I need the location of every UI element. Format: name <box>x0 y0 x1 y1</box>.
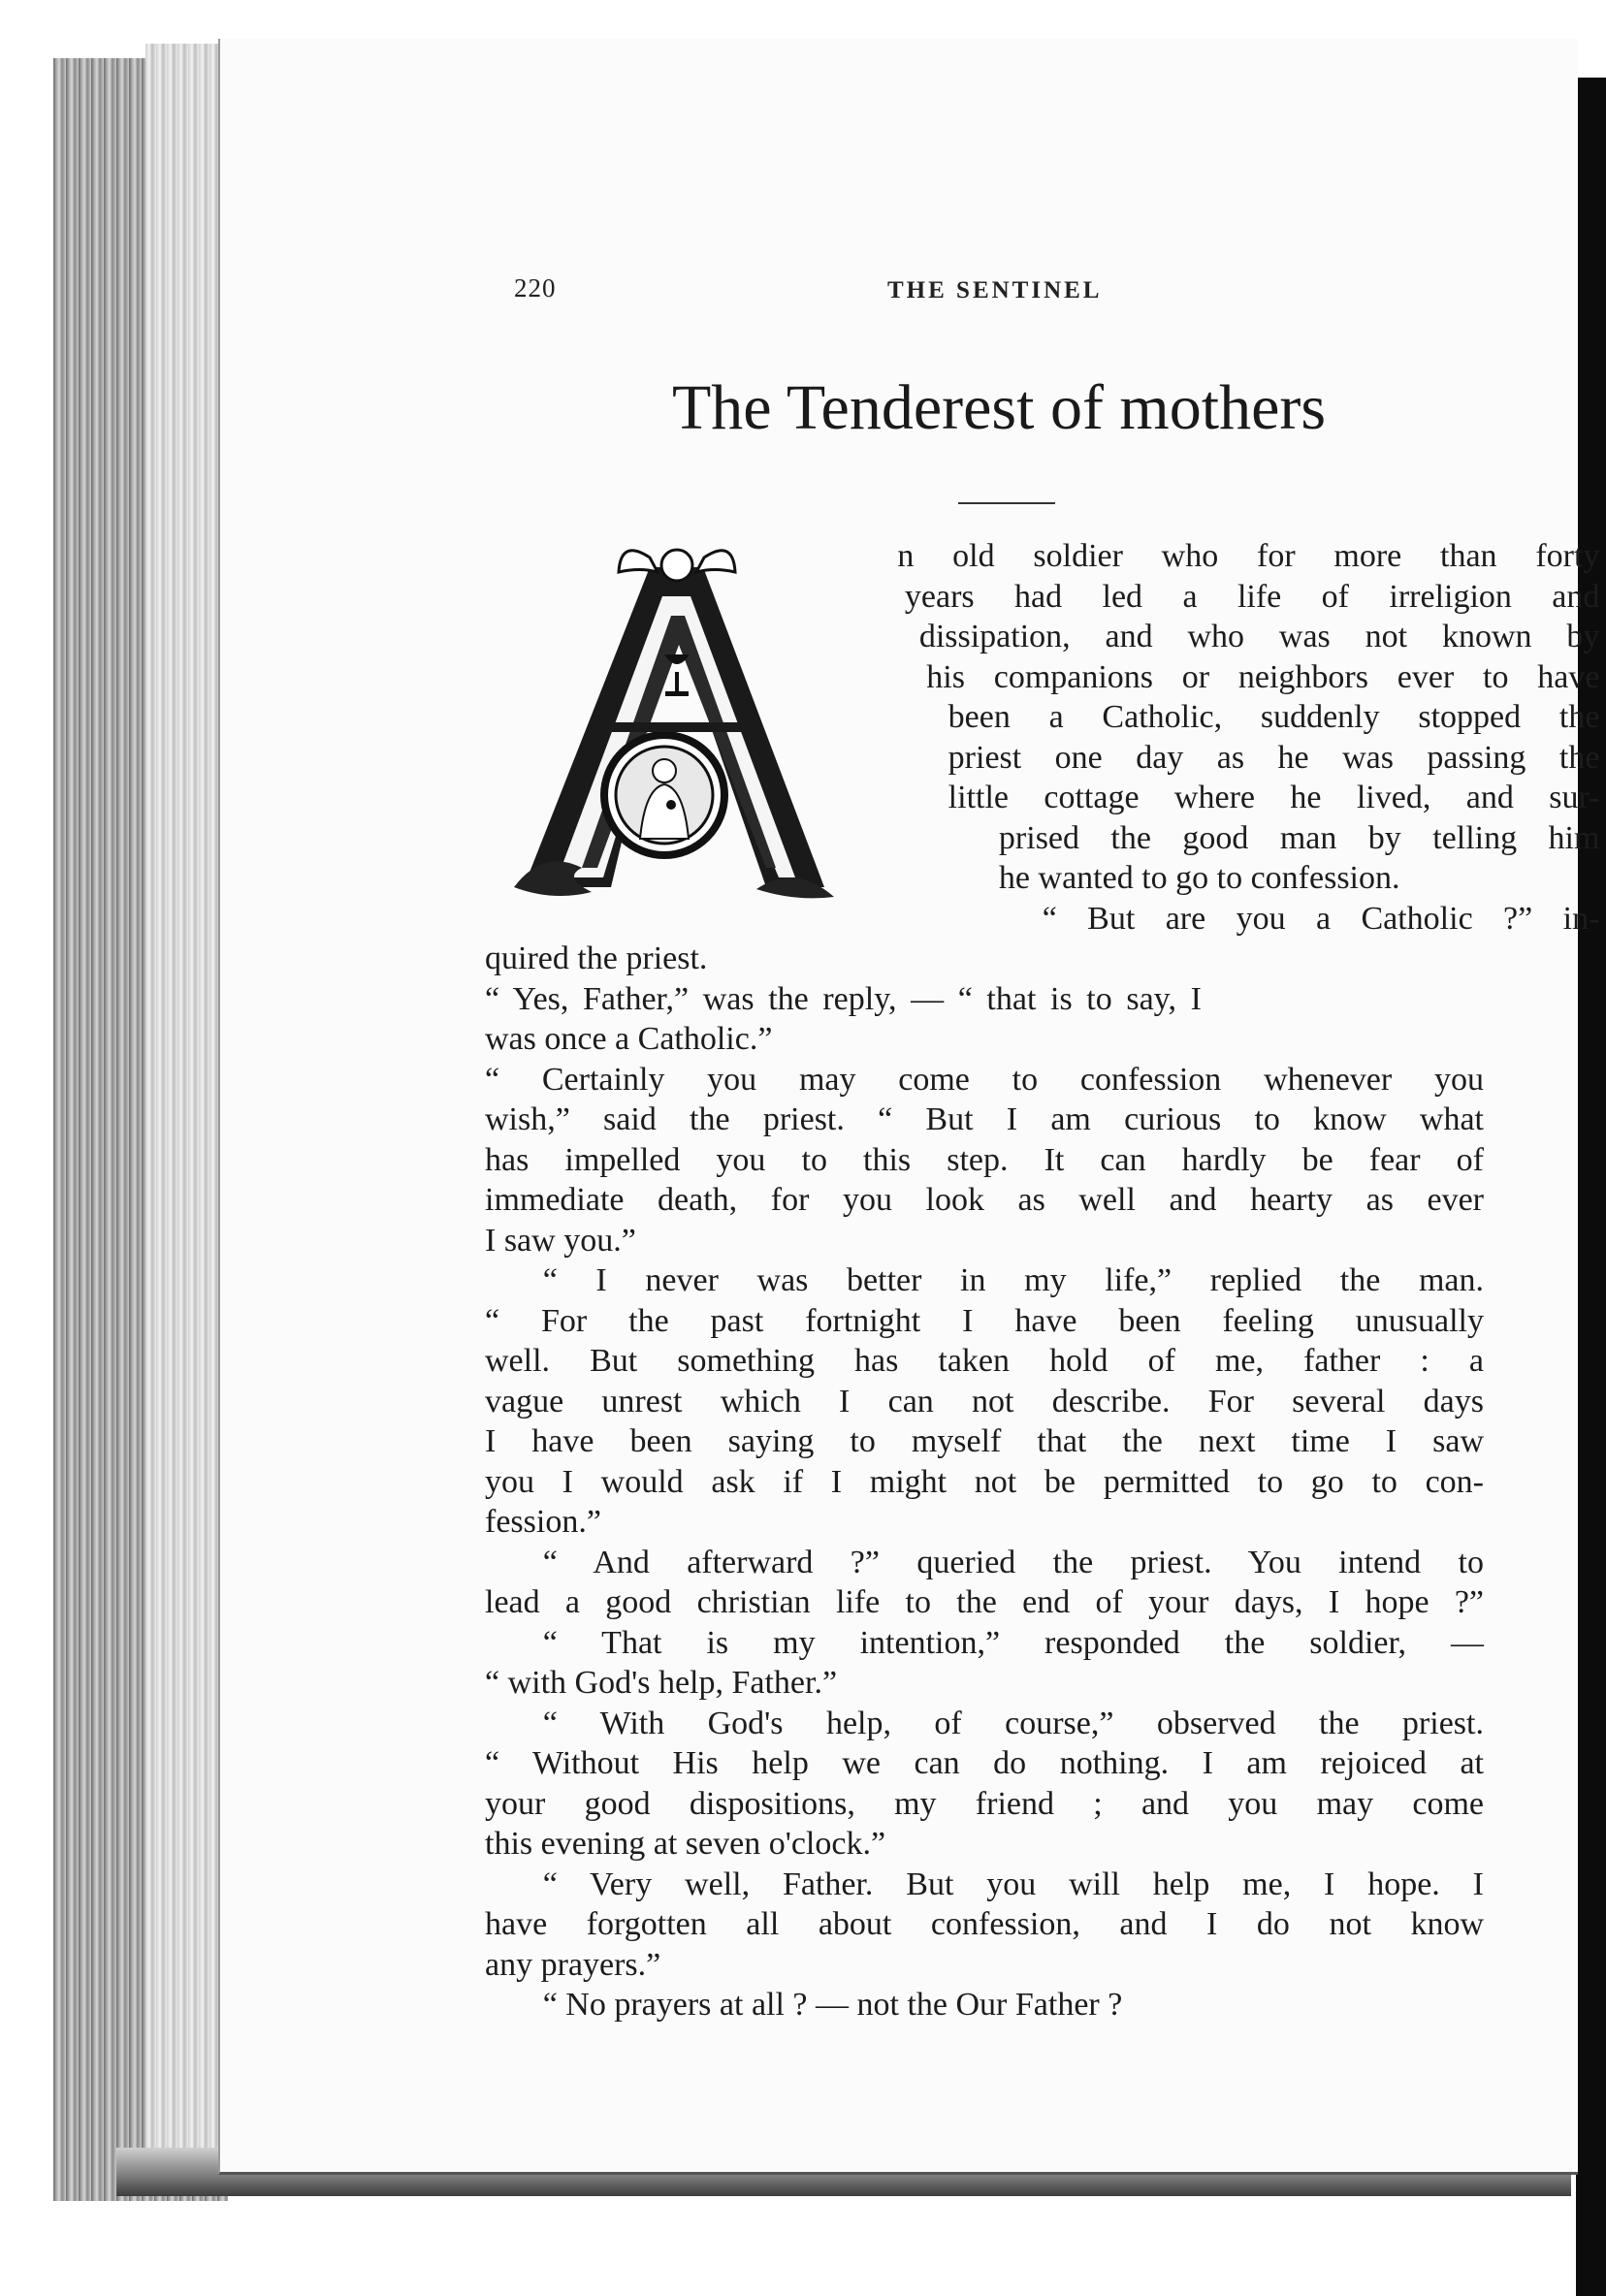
text-line: little cottage where he lived, and sur- <box>948 780 1600 815</box>
text-line: he wanted to go to confession. <box>998 860 1400 896</box>
page-number: 220 <box>514 273 557 303</box>
article-title: The Tenderest of mothers <box>671 372 1327 443</box>
text-line: years had led a life of irreligion and <box>904 578 1600 615</box>
text-line: quired the priest. <box>485 941 708 976</box>
text-line: lead a good christian life to the end of your days, I hope ?” <box>485 1584 1484 1620</box>
text-line: you I would ask if I might not be permitted to go to con- <box>485 1463 1484 1500</box>
text-line: “ Certainly you may come to confession whenever you <box>485 1061 1484 1098</box>
facing-page-edge <box>1576 78 1606 2296</box>
text-line: immediate death, for you look as well and hearty as ever <box>485 1182 1484 1218</box>
ornamental-dropcap <box>504 528 873 916</box>
text-line: your good dispositions, my friend ; and you may come <box>485 1785 1484 1822</box>
text-line: “ Very well, Father. But you will help me, I hope. I <box>542 1866 1484 1902</box>
text-line: this evening at seven o'clock.” <box>485 1826 886 1862</box>
text-line: “ For the past fortnight I have been feeling unusually <box>485 1302 1484 1339</box>
text-line: vague unrest which I can not describe. For several days <box>485 1383 1484 1419</box>
text-line: “ Yes, Father,” was the reply, — “ that is to say, I <box>485 980 1202 1017</box>
text-line: “ That is my intention,” responded the soldier, — <box>542 1624 1484 1661</box>
text-line: fession.” <box>485 1504 601 1540</box>
text-line: “ with God's help, Father.” <box>485 1665 838 1701</box>
text-line: I saw you.” <box>485 1222 636 1259</box>
text-line: any prayers.” <box>485 1946 661 1983</box>
text-line: has impelled you to this step. It can hardly be fear of <box>485 1141 1484 1178</box>
text-line: “ And afterward ?” queried the priest. You intend to <box>542 1544 1484 1580</box>
text-line: n old soldier who for more than forty <box>897 538 1600 574</box>
text-line: been a Catholic, suddenly stopped the <box>948 699 1600 735</box>
text-line: have forgotten all about confession, and I do not know <box>485 1906 1484 1942</box>
text-line: priest one day as he was passing the <box>948 739 1600 776</box>
text-line: “ But are you a Catholic ?” in- <box>1042 900 1600 937</box>
text-line: wish,” said the priest. “ But I am curious to know what <box>485 1101 1484 1137</box>
text-line: was once a Catholic.” <box>485 1021 773 1057</box>
running-head: THE SENTINEL <box>887 277 1103 303</box>
text-line: “ Without His help we can do nothing. I am rejoiced at <box>485 1745 1484 1781</box>
text-line: I have been saying to myself that the next time I saw <box>485 1423 1484 1459</box>
page-header <box>514 273 1484 312</box>
text-line: “ With God's help, of course,” observed the priest. <box>542 1705 1484 1741</box>
text-line: well. But something has taken hold of me, father : a <box>485 1343 1484 1379</box>
title-rule <box>958 502 1055 504</box>
dropcap-illustration <box>504 528 873 916</box>
text-line: dissipation, and who was not known by <box>918 619 1600 654</box>
text-line: “ No prayers at all ? — not the Our Father ? <box>542 1987 1123 2023</box>
text-line: prised the good man by telling him <box>998 819 1600 856</box>
text-line: “ I never was better in my life,” replied the man. <box>542 1262 1484 1298</box>
text-line: his companions or neighbors ever to have <box>926 658 1600 695</box>
